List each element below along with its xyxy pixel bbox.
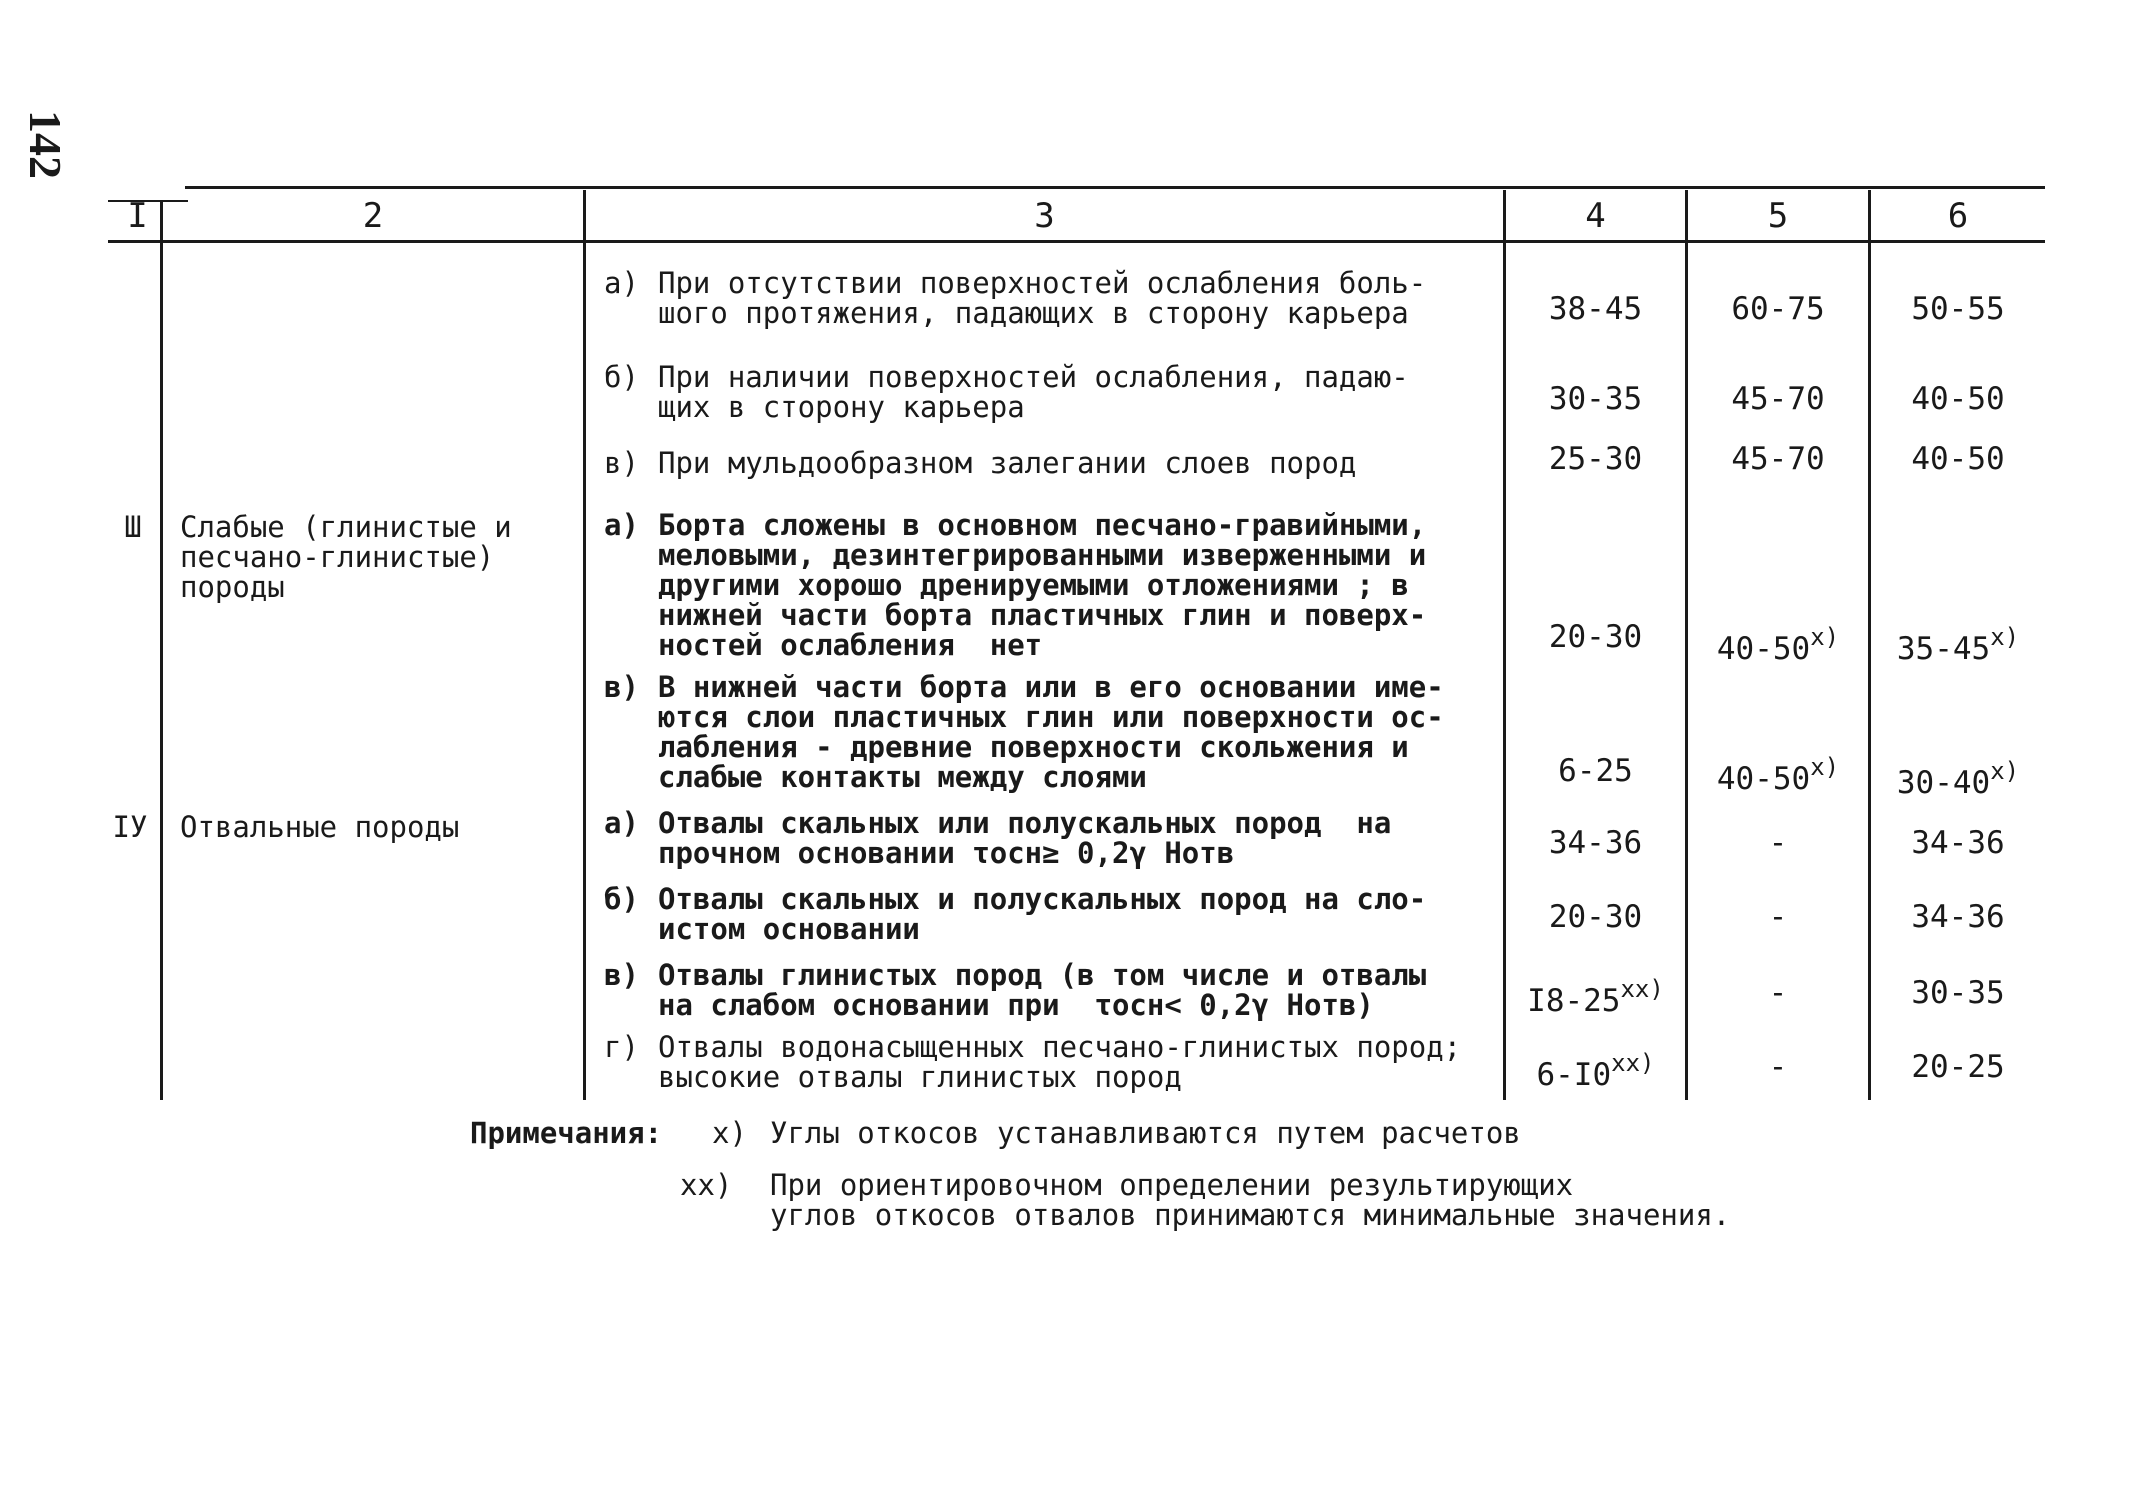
row-description: Отвалы скальных и полускальных пород на сло- истом основании bbox=[658, 882, 1427, 946]
row-description: При отсутствии поверхностей ослабления боль- шого протяжения, падающих в сторону карьера bbox=[658, 266, 1427, 330]
header-col-1: I bbox=[127, 196, 148, 236]
row-mark: а) bbox=[604, 806, 639, 840]
note-2-mark: xx) bbox=[680, 1168, 733, 1202]
row-mark: а) bbox=[604, 266, 639, 300]
cell-col-5: - bbox=[1768, 899, 1788, 935]
cell-col-6: 34-36 bbox=[1911, 825, 2005, 861]
row-mark: а) bbox=[604, 508, 639, 542]
row-description: В нижней части борта или в его основании име- ются слои пластичных глин или поверхности ос- лабления - древние поверхности скольжения и слабые контакты между слоями bbox=[658, 670, 1444, 794]
row-mark: б) bbox=[604, 882, 639, 916]
cell-col-5: 40-50$^{x)}$ bbox=[1716, 753, 1840, 797]
header-col-6: 6 bbox=[1947, 196, 1969, 236]
header-col-5: 5 bbox=[1767, 196, 1789, 236]
cell-col-6: 35-45$^{x)}$ bbox=[1896, 623, 2020, 667]
cell-col-4: 38-45 bbox=[1548, 291, 1643, 327]
cell-col-5: 60-75 bbox=[1731, 291, 1825, 327]
note-1-mark: x) bbox=[712, 1116, 747, 1150]
cell-col-5: 40-50$^{x)}$ bbox=[1716, 623, 1840, 667]
cell-col-4: 34-36 bbox=[1548, 825, 1643, 861]
cell-col-6: 30-40$^{x)}$ bbox=[1896, 757, 2020, 801]
row-description: При мульдообразном залегании слоев пород bbox=[658, 446, 1357, 480]
cell-col-5: - bbox=[1768, 975, 1788, 1011]
cell-col-6: 50-55 bbox=[1911, 291, 2005, 327]
cell-col-5: - bbox=[1768, 825, 1788, 861]
row-category: Отвальные породы bbox=[180, 810, 460, 844]
cell-col-4: 20-30 bbox=[1548, 619, 1643, 655]
cell-col-6: 30-35 bbox=[1911, 975, 2005, 1011]
row-description: Борта сложены в основном песчано-гравийными, меловыми, дезинтегрированными изверженными и другими хорошо дренируемыми отложениями ; в нижней части борта пластичных глин и поверх- ностей ослабления нет bbox=[658, 508, 1427, 662]
cell-col-5: 45-70 bbox=[1731, 441, 1825, 477]
cell-col-6: 34-36 bbox=[1911, 899, 2005, 935]
header-bottom-rule bbox=[108, 240, 2045, 243]
page-number: 142 bbox=[20, 110, 71, 179]
row-roman-numeral: Ш bbox=[124, 510, 142, 544]
row-roman-numeral: IУ bbox=[112, 810, 148, 844]
cell-col-5: 45-70 bbox=[1731, 381, 1825, 417]
row-mark: в) bbox=[604, 670, 639, 704]
cell-col-6: 40-50 bbox=[1911, 441, 2005, 477]
notes-label: Примечания: bbox=[470, 1116, 663, 1150]
cell-col-6: 20-25 bbox=[1911, 1049, 2005, 1085]
cell-col-4: 25-30 bbox=[1548, 441, 1643, 477]
header-col-4: 4 bbox=[1585, 196, 1606, 236]
row-mark: в) bbox=[604, 958, 639, 992]
row-description: Отвалы водонасыщенных песчано-глинистых пород; высокие отвалы глинистых пород bbox=[658, 1030, 1462, 1094]
cell-col-4: 20-30 bbox=[1548, 899, 1643, 935]
row-mark: г) bbox=[604, 1030, 639, 1064]
row-description: Отвалы скальных или полускальных пород на прочном основании τосн≥ 0,2γ Hотв bbox=[658, 806, 1392, 870]
cell-col-4: I8-25$^{xx)}$ bbox=[1527, 975, 1664, 1019]
header-col-2: 2 bbox=[362, 196, 384, 236]
row-description: Отвалы глинистых пород (в том числе и отвалы на слабом основании при τосн< 0,2γ Hотв) bbox=[658, 958, 1427, 1022]
cell-col-4: 30-35 bbox=[1548, 381, 1643, 417]
header-col-3: 3 bbox=[1034, 196, 1055, 236]
cell-col-4: 6-25 bbox=[1558, 753, 1633, 789]
table-top-rule bbox=[185, 186, 2045, 189]
cell-col-4: 6-I0$^{xx)}$ bbox=[1536, 1049, 1655, 1093]
cell-col-5: - bbox=[1768, 1049, 1788, 1085]
row-mark: в) bbox=[604, 446, 639, 480]
column-divider-1 bbox=[160, 200, 163, 1100]
row-category: Слабые (глинистые и песчано-глинистые) породы bbox=[180, 510, 512, 604]
cell-col-6: 40-50 bbox=[1911, 381, 2005, 417]
note-1-text: Углы откосов устанавливаются путем расчетов bbox=[770, 1116, 1521, 1150]
column-divider-2 bbox=[583, 190, 586, 1100]
row-description: При наличии поверхностей ослабления, падаю- щих в сторону карьера bbox=[658, 360, 1409, 424]
row-mark: б) bbox=[604, 360, 639, 394]
note-2-text: При ориентировочном определении результирующих углов откосов отвалов принимаются минимальные значения. bbox=[770, 1168, 1731, 1232]
